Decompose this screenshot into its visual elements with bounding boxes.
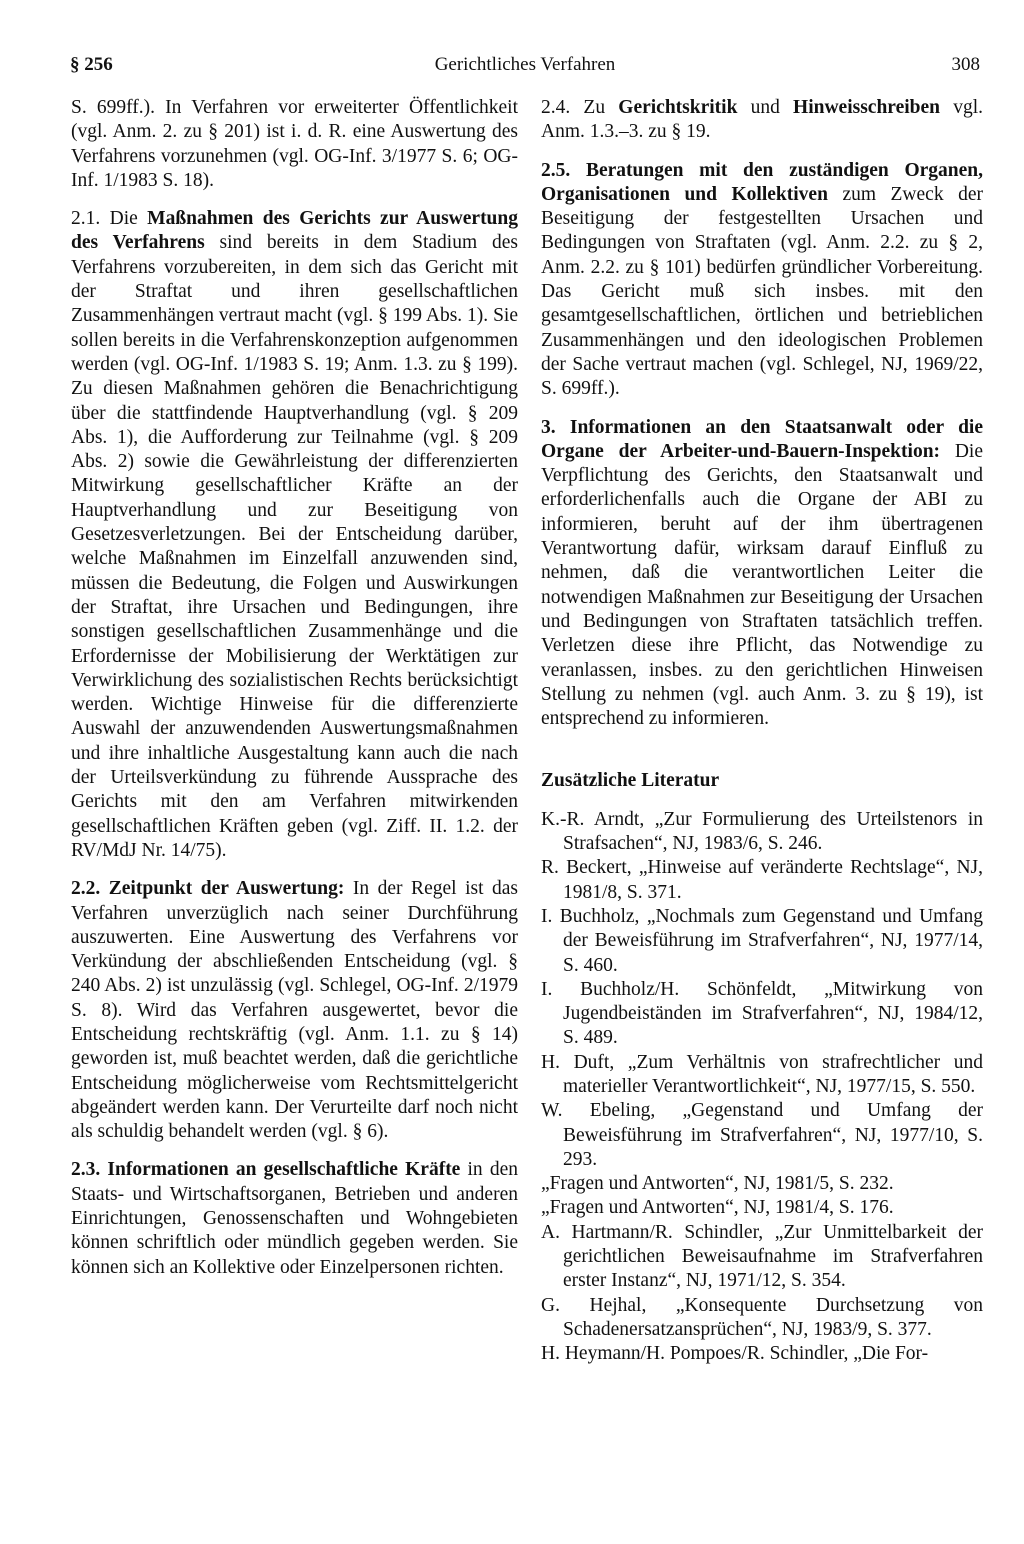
page-number: 308 [951, 54, 980, 75]
paragraph: 2.2. Zeitpunkt der Auswertung: In der Regel ist das Verfahren unverzüglich nach seiner Durchführung auszuwerten. Eine Auswertung des Verfahrens vor Verkündung der abschließenden Entscheidung (vgl. § 240 Abs. 2) ist unzulässig (vgl. Schlegel, OG-Inf. 2/1979 S. 8). Wird das Verfahren ausgewertet, bevor die Entscheidung rechtskräftig (vgl. Anm. 1.1. zu § 14) geworden ist, muß beachtet werden, daß die gerichtliche Entscheidung möglicherweise vom Rechtsmittelgericht abgeändert werden kann. Der Verurteilte darf noch nicht als schuldig behandelt werden (vgl. § 6). [71, 878, 519, 1143]
literature-item: R. Beckert, „Hinweise auf veränderte Rechtslage“, NJ, 1981/8, S. 371. [541, 857, 983, 903]
paragraph: 2.3. Informationen an gesellschaftliche Kräfte in den Staats- und Wirtschaftsorganen, Betrieben und anderen Einrichtungen, Genossenschaften und Wohngebieten können schriftlich oder mündlich gegeben werden. Sie können sich an Kollektive oder Einzelpersonen richten. [71, 1159, 518, 1278]
literature-list [541, 808, 983, 1367]
literature-item: G. Hejhal, „Konsequente Durchsetzung von Schadenersatzansprüchen“, NJ, 1983/9, S. 377. [541, 1294, 983, 1340]
literature-item: A. Hartmann/R. Schindler, „Zur Unmittelbarkeit der gerichtlichen Beweisaufnahme im Strafverfahren erster Instanz“, NJ, 1971/12, S. 354. [541, 1221, 983, 1292]
literature-item: „Fragen und Antworten“, NJ, 1981/5, S. 232. [541, 1173, 894, 1195]
literature-item: „Fragen und Antworten“, NJ, 1981/4, S. 176. [541, 1197, 894, 1219]
paragraph: 2.1. Die Maßnahmen des Gerichts zur Auswertung des Verfahrens sind bereits in dem Stadium des Verfahrens vorzubereiten, in dem sich das Gericht mit der Straftat und ihren gesellschaftlichen Zusammenhängen vertraut macht (vgl. § 199 Abs. 1). Sie sollen bereits in die Verfahrenskonzeption aufgenommen werden (vgl. OG-Inf. 1/1983 S. 19; Anm. 1.3. zu § 199). Zu diesen Maßnahmen gehören die Benachrichtigung über die stattfindende Hauptverhandlung (vgl. § 209 Abs. 1), die Aufforderung zur Teilnahme (vgl. § 209 Abs. 2) sowie die Gewährleistung der differenzierten Mitwirkung gesellschaftlicher Kräfte an der Hauptverhandlung und zur Beseitigung von Gesetzesverletzungen. Bei der Entscheidung darüber, welche Maßnahmen im Einzelfall anzuwenden sind, müssen die Bedeutung, die Folgen und Auswirkungen der Straftat, ihre Ursachen und Bedingungen, ihre sonstigen gesellschaftlichen Zusammenhänge und die Erfordernisse der Mobilisierung der Werktätigen zur Verwirklichung des sozialistischen Rechts berücksichtigt werden. Wichtige Hinweise für die differenzierte Auswahl der anzuwendenden Auswertungsmaßnahmen und ihre inhaltliche Ausgestaltung kann auch die nach der Urteilsverkündung zu führende Aussprache des Gerichts mit den am Verfahren mitwirkenden gesellschaftlichen Kräften geben (vgl. Ziff. II. 1.2. der RV/MdJ Nr. 14/75). [71, 208, 519, 861]
right-column [541, 96, 983, 1367]
literature-item: H. Heymann/H. Pompoes/R. Schindler, „Die For- [541, 1343, 929, 1365]
page-header [70, 54, 980, 86]
literature-heading: Zusätzliche Literatur [541, 770, 720, 792]
literature-item: W. Ebeling, „Gegenstand und Umfang der Beweisführung im Strafverfahren“, NJ, 1977/10, S. 293. [541, 1100, 983, 1170]
paragraph: 3. Informationen an den Staatsanwalt oder die Organe der Arbeiter-und-Bauern-Inspektion: Die Verpflichtung des Gerichts, den Staatsanwalt und erforderlichenfalls auch die Organe der ABI zu informieren, beruht auf der ihm übertragenen Verantwortung dafür, wirksam darauf Einfluß zu nehmen, daß die verantwortlichen Leiter die notwendigen Maßnahmen zur Beseitigung der Ursachen und Bedingungen von Straftaten tatsächlich treffen. Verletzen diese ihre Pflicht, das Notwendige zu veranlassen, insbes. zu den gerichtlichen Hinweisen Stellung zu nehmen (vgl. auch Anm. 3. zu § 19), ist entsprechend zu informieren. [541, 416, 983, 730]
literature-item: K.-R. Arndt, „Zur Formulierung des Urteilstenors in Strafsachen“, NJ, 1983/6, S. 246. [541, 808, 983, 855]
left-column [71, 96, 518, 1294]
literature-item: I. Buchholz, „Nochmals zum Gegenstand und Umfang der Beweisführung im Strafverfahren“, NJ, 1977/14, S. 460. [541, 905, 983, 976]
paragraph: 2.5. Beratungen mit den zuständigen Organen, Organisationen und Kollektiven zum Zweck der Beseitigung der festgestellten Ursachen und Bedingungen von Straftaten (vgl. Anm. 2.2. zu § 2, Anm. 2.2. zu § 101) bedürfen gründlicher Vorbereitung. Das Gericht muß sich insbes. mit den gesamtgesellschaftlichen, örtlichen und betrieblichen Zusammenhängen und den ideologischen Problemen der Sache vertraut machen (vgl. Schlegel, NJ, 1969/22, S. 699ff.). [541, 159, 983, 400]
section-number: § 256 [70, 54, 113, 75]
paragraph: S. 699ff.). In Verfahren vor erweiterter Öffentlichkeit (vgl. Anm. 2. zu § 201) ist i. d. R. eine Auswertung des Verfahrens vorzunehmen (vgl. OG-Inf. 3/1977 S. 6; OG-Inf. 1/1983 S. 18). [71, 97, 518, 191]
literature-item: I. Buchholz/H. Schönfeldt, „Mitwirkung von Jugendbeiständen im Strafverfahren“, NJ, 1984/12, S. 489. [541, 978, 983, 1049]
running-title: Gerichtliches Verfahren [434, 54, 616, 75]
literature-item: H. Duft, „Zum Verhältnis von strafrechtlicher und materieller Verantwortlichkeit“, NJ, 1977/15, S. 550. [541, 1051, 983, 1097]
paragraph: 2.4. Zu Gerichtskritik und Hinweisschreiben vgl. Anm. 1.3.–3. zu § 19. [541, 97, 984, 143]
